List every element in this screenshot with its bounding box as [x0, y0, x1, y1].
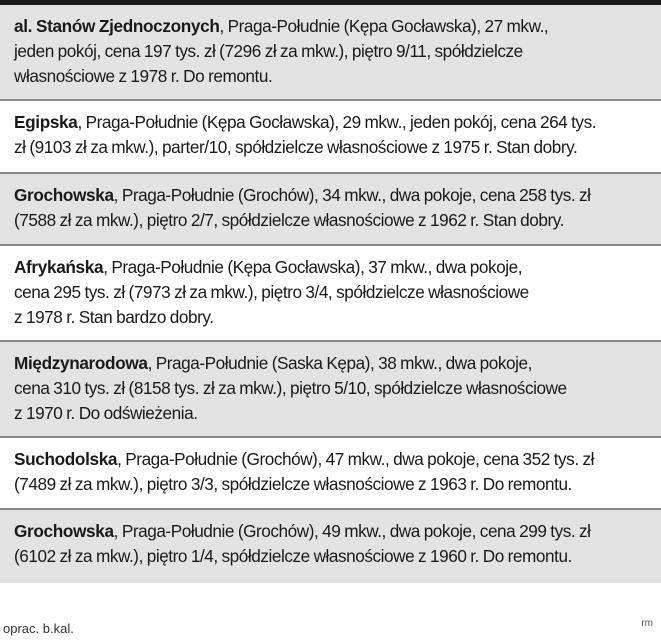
- listing-text-line: (6102 zł za mkw.), piętro 1/4, spółdzielcze własnościowe z 1960 r. Do remontu.: [14, 546, 572, 566]
- listing-entry: [0, 246, 661, 342]
- listing-entry: [0, 438, 661, 510]
- listing-street: Egipska: [14, 112, 78, 132]
- listing-text-line: własnościowe z 1978 r. Do remontu.: [14, 66, 273, 86]
- listing-entry: [0, 174, 661, 246]
- listing-text-line: cena 310 tys. zł (8158 tys. zł za mkw.), piętro 5/10, spółdzielcze własnościowe: [14, 378, 567, 398]
- listing-street: Afrykańska: [14, 257, 104, 277]
- source-credit: oprac. b.kal.: [3, 621, 74, 636]
- listing-text-line: cena 295 tys. zł (7973 zł za mkw.), piętro 3/4, spółdzielcze własnościowe: [14, 282, 529, 302]
- listing-text-line: jeden pokój, cena 197 tys. zł (7296 zł za mkw.), piętro 9/11, spółdzielcze: [14, 41, 523, 61]
- listing-text-line: (7489 zł za mkw.), piętro 3/3, spółdzielcze własnościowe z 1963 r. Do remontu.: [14, 474, 572, 494]
- footer: [0, 617, 661, 640]
- listing-text-line: , Praga-Południe (Kępa Gocławska), 37 mkw., dwa pokoje,: [103, 257, 523, 277]
- listing-entry: [0, 5, 661, 101]
- listing-street: Międzynarodowa: [14, 353, 148, 373]
- listing-text-line: z 1978 r. Stan bardzo dobry.: [14, 307, 214, 327]
- listing-street: Suchodolska: [14, 449, 118, 469]
- listing-entry: [0, 510, 661, 583]
- listing-street: Grochowska: [14, 185, 114, 205]
- listing-text-line: , Praga-Południe (Grochów), 34 mkw., dwa pokoje, cena 258 tys. zł: [113, 185, 591, 205]
- listing-text-line: (7588 zł za mkw.), piętro 2/7, spółdzielcze własnościowe z 1962 r. Stan dobry.: [14, 210, 564, 230]
- listing-text-line: , Praga-Południe (Saska Kępa), 38 mkw., dwa pokoje,: [147, 353, 532, 373]
- listing-text-line: zł (9103 zł za mkw.), parter/10, spółdzielcze własnościowe z 1975 r. Stan dobry.: [14, 137, 578, 157]
- listings-list: [0, 5, 661, 583]
- listing-text-line: , Praga-Południe (Grochów), 47 mkw., dwa pokoje, cena 352 tys. zł: [117, 449, 594, 469]
- listing-entry: [0, 101, 661, 174]
- listing-street: al. Stanów Zjednoczonych: [14, 16, 220, 36]
- listing-text-line: , Praga-Południe (Kępa Gocławska), 27 mkw.,: [219, 16, 549, 36]
- listing-text-line: z 1970 r. Do odświeżenia.: [14, 403, 198, 423]
- author-initials: rm: [641, 618, 653, 629]
- listing-text-line: , Praga-Południe (Kępa Gocławska), 29 mkw., jeden pokój, cena 264 tys.: [77, 112, 597, 132]
- listing-street: Grochowska: [14, 521, 114, 541]
- listing-entry: [0, 342, 661, 438]
- listing-text-line: , Praga-Południe (Grochów), 49 mkw., dwa pokoje, cena 299 tys. zł: [113, 521, 591, 541]
